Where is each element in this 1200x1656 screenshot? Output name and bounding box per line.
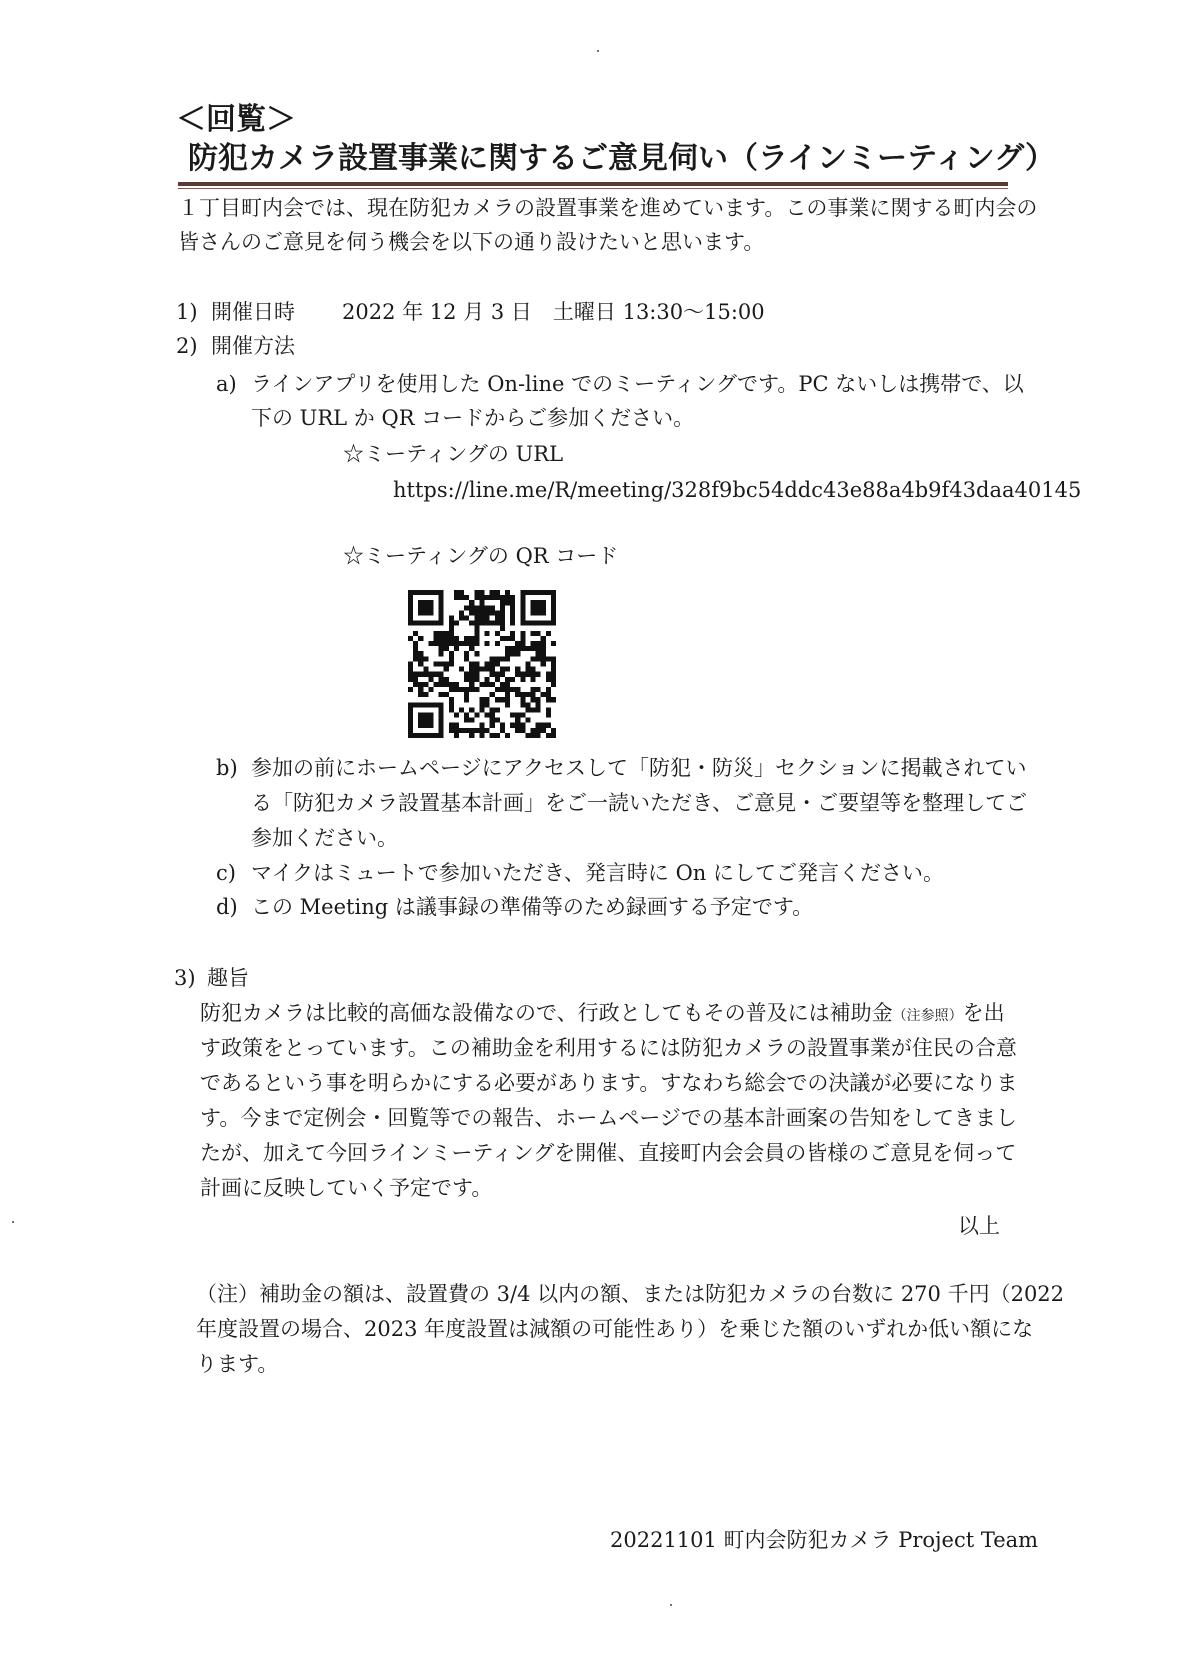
url-label: ☆ミーティングの URL — [343, 442, 564, 466]
intro-line-1: １丁目町内会では、現在防犯カメラの設置事業を進めています。この事業に関する町内会の — [178, 196, 1038, 220]
item-b-line-1: 参加の前にホームページにアクセスして「防犯・防災」セクションに掲載されてい — [251, 756, 1027, 780]
purpose-line-1-text: 防犯カメラは比較的高価な設備なので、行政としてもその普及には補助金 — [200, 1001, 893, 1025]
item-b-line-2: る「防犯カメラ設置基本計画」をご一読いただき、ご意見・ご要望等を整理してご — [251, 791, 1028, 815]
purpose-line-6: 計画に反映していく予定です。 — [200, 1176, 493, 1200]
section-3-heading: 趣旨 — [207, 966, 249, 990]
purpose-line-5: たが、加えて今回ラインミーティングを開催、直接町内会会員の皆様のご意見を伺って — [200, 1141, 1017, 1165]
footer-signature: 20221101 町内会防犯カメラ Project Team — [610, 1528, 1039, 1552]
item-c-marker: c) — [216, 861, 236, 885]
title-underline-thin — [178, 188, 1008, 189]
event-datetime: 2022 年 12 月 3 日 土曜日 13:30～15:00 — [342, 300, 765, 324]
item-c-text: マイクはミュートで参加いただき、発言時に On にしてご発言ください。 — [251, 861, 944, 885]
item-a-marker: a) — [216, 372, 237, 396]
section-1-heading: 開催日時 — [211, 300, 295, 324]
qr-label: ☆ミーティングの QR コード — [343, 544, 619, 568]
item-b-marker: b) — [216, 756, 238, 780]
scan-speck — [12, 1221, 14, 1223]
purpose-line-3: であるという事を明らかにする必要があります。すなわち総会での決議が必要になりま — [200, 1071, 1018, 1095]
purpose-line-2: す政策をとっています。この補助金を利用するには防犯カメラの設置事業が住民の合意 — [200, 1036, 1017, 1060]
purpose-note-ref: （注参照） — [892, 1008, 963, 1024]
scan-speck — [597, 50, 599, 52]
note-line-1: （注）補助金の額は、設置費の 3/4 以内の額、または防犯カメラの台数に 270 千円（2022 — [196, 1282, 1065, 1306]
item-b-line-3: 参加ください。 — [251, 826, 398, 850]
purpose-line-4: す。今まで定例会・回覧等での報告、ホームページでの基本計画案の告知をしてきまし — [200, 1106, 1017, 1130]
note-line-3: ります。 — [196, 1352, 279, 1376]
section-2-number: 2) — [176, 334, 198, 358]
item-a-line-1: ラインアプリを使用した On-line でのミーティングです。PC ないしは携帯で、以 — [251, 372, 1024, 396]
item-a-line-2: 下の URL か QR コードからご参加ください。 — [251, 406, 695, 430]
closing-mark: 以上 — [958, 1214, 1000, 1238]
item-d-text: この Meeting は議事録の準備等のため録画する予定です。 — [251, 895, 814, 919]
note-line-2: 年度設置の場合、2023 年度設置は減額の可能性あり）を乗じた額のいずれか低い額にな — [196, 1317, 1034, 1341]
meeting-url[interactable]: https://line.me/R/meeting/328f9bc54ddc43e88a4b9f43daa40145 — [393, 478, 1082, 502]
item-d-marker: d) — [216, 895, 238, 919]
page-title: 防犯カメラ設置事業に関するご意見伺い（ラインミーティング） — [188, 141, 1055, 176]
purpose-line-1-end: を出 — [962, 1001, 1005, 1025]
section-2-heading: 開催方法 — [211, 334, 295, 358]
purpose-line-1 — [200, 997, 1005, 1033]
qr-code-icon[interactable] — [408, 590, 556, 738]
section-3-number: 3) — [174, 966, 196, 990]
section-1-number: 1) — [176, 300, 198, 324]
circular-label: ＜回覧＞ — [176, 102, 296, 137]
scan-speck — [670, 1604, 672, 1606]
intro-line-2: 皆さんのご意見を伺う機会を以下の通り設けたいと思います。 — [178, 230, 765, 254]
title-underline — [178, 182, 1008, 186]
